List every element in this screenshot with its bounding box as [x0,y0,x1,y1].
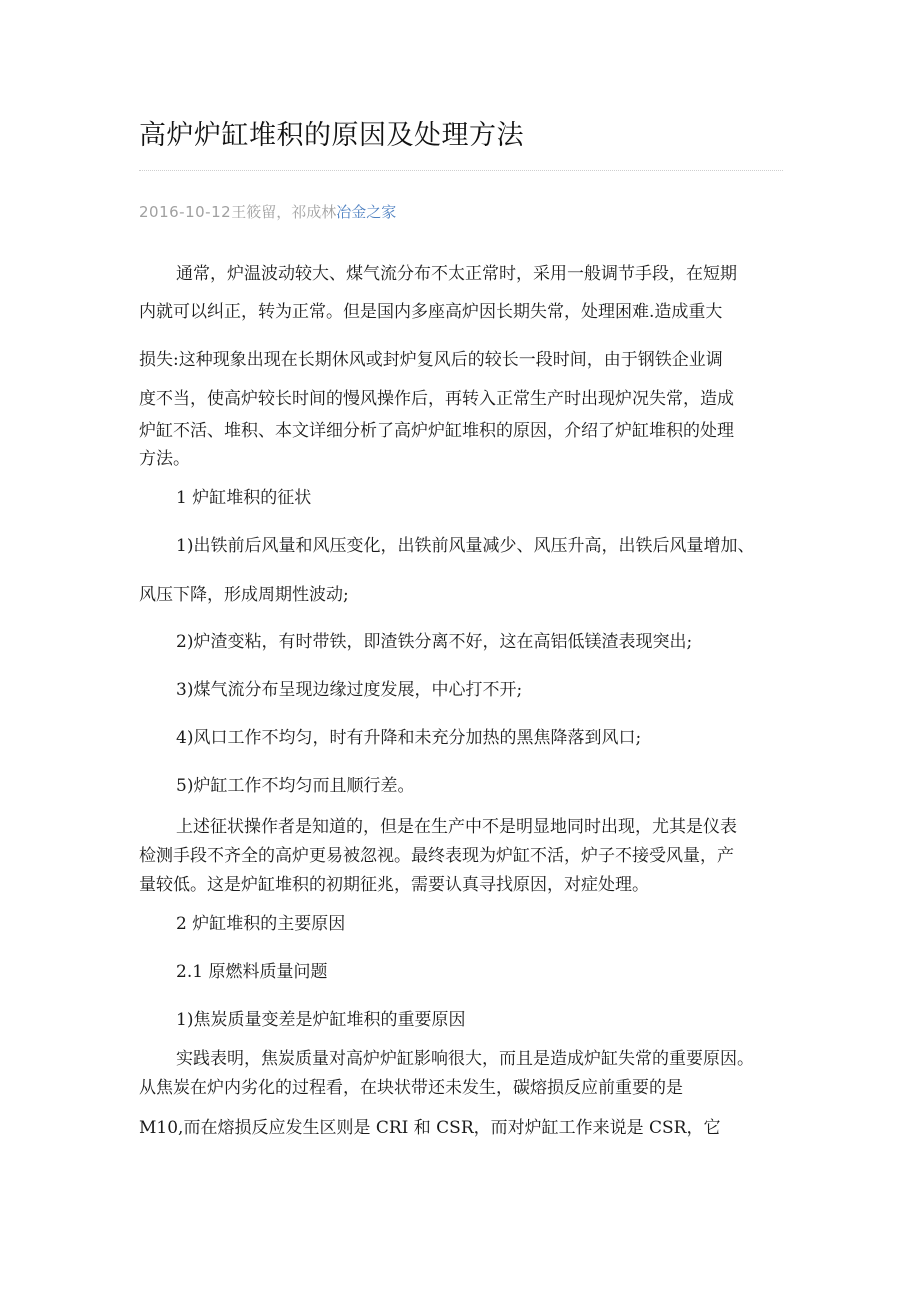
body-line: 损失:这种现象出现在长期休风或封炉复风后的较长一段时间，由于钢铁企业调 [139,350,723,370]
list-item-continuation: 风压下降，形成周期性波动; [139,585,349,605]
title-divider [139,170,783,171]
section-heading: 1 炉缸堆积的征状 [176,488,312,508]
article-title: 高炉炉缸堆积的原因及处理方法 [139,120,524,151]
list-item: 1)焦炭质量变差是炉缸堆积的重要原因 [176,1010,466,1030]
body-line: 度不当，使高炉较长时间的慢风操作后，再转入正常生产时出现炉况失常，造成 [139,389,734,409]
author-names: 王筱留，祁成林 [231,203,337,221]
body-line: 通常，炉温波动较大、煤气流分布不太正常时，采用一般调节手段，在短期 [176,264,737,284]
body-line: 量较低。这是炉缸堆积的初期征兆，需要认真寻找原因，对症处理。 [139,875,649,895]
body-line: 检测手段不齐全的高炉更易被忽视。最终表现为炉缸不活，炉子不接受风量，产 [139,846,734,866]
body-line: 实践表明，焦炭质量对高炉炉缸影响很大，而且是造成炉缸失常的重要原因。 [176,1049,754,1069]
body-line: 从焦炭在炉内劣化的过程看，在块状带还未发生，碳熔损反应前重要的是 [139,1078,683,1098]
subsection-heading: 2.1 原燃料质量问题 [176,962,328,982]
body-line: 炉缸不活、堆积、本文详细分析了高炉炉缸堆积的原因，介绍了炉缸堆积的处理 [139,421,734,441]
body-line: 上述征状操作者是知道的，但是在生产中不是明显地同时出现，尤其是仪表 [176,817,737,837]
publish-date: 2016-10-12 [139,203,232,221]
body-line: 方法。 [139,449,190,469]
body-line: M10,而在熔损反应发生区则是 CRI 和 CSR，而对炉缸工作来说是 CSR，它 [139,1118,721,1138]
section-heading: 2 炉缸堆积的主要原因 [176,914,346,934]
article-meta [139,200,396,224]
list-item: 2)炉渣变粘，有时带铁，即渣铁分离不好，这在高铝低镁渣表现突出; [176,632,693,652]
list-item: 1)出铁前后风量和风压变化，出铁前风量减少、风压升高，出铁后风量增加、 [176,536,755,556]
source-link[interactable]: 冶金之家 [336,203,397,221]
body-line: 内就可以纠正，转为正常。但是国内多座高炉因长期失常，处理困难.造成重大 [139,302,723,322]
list-item: 5)炉缸工作不均匀而且顺行差。 [176,776,415,796]
list-item: 4)风口工作不均匀，时有升降和未充分加热的黑焦降落到风口; [176,728,642,748]
list-item: 3)煤气流分布呈现边缘过度发展，中心打不开; [176,680,523,700]
